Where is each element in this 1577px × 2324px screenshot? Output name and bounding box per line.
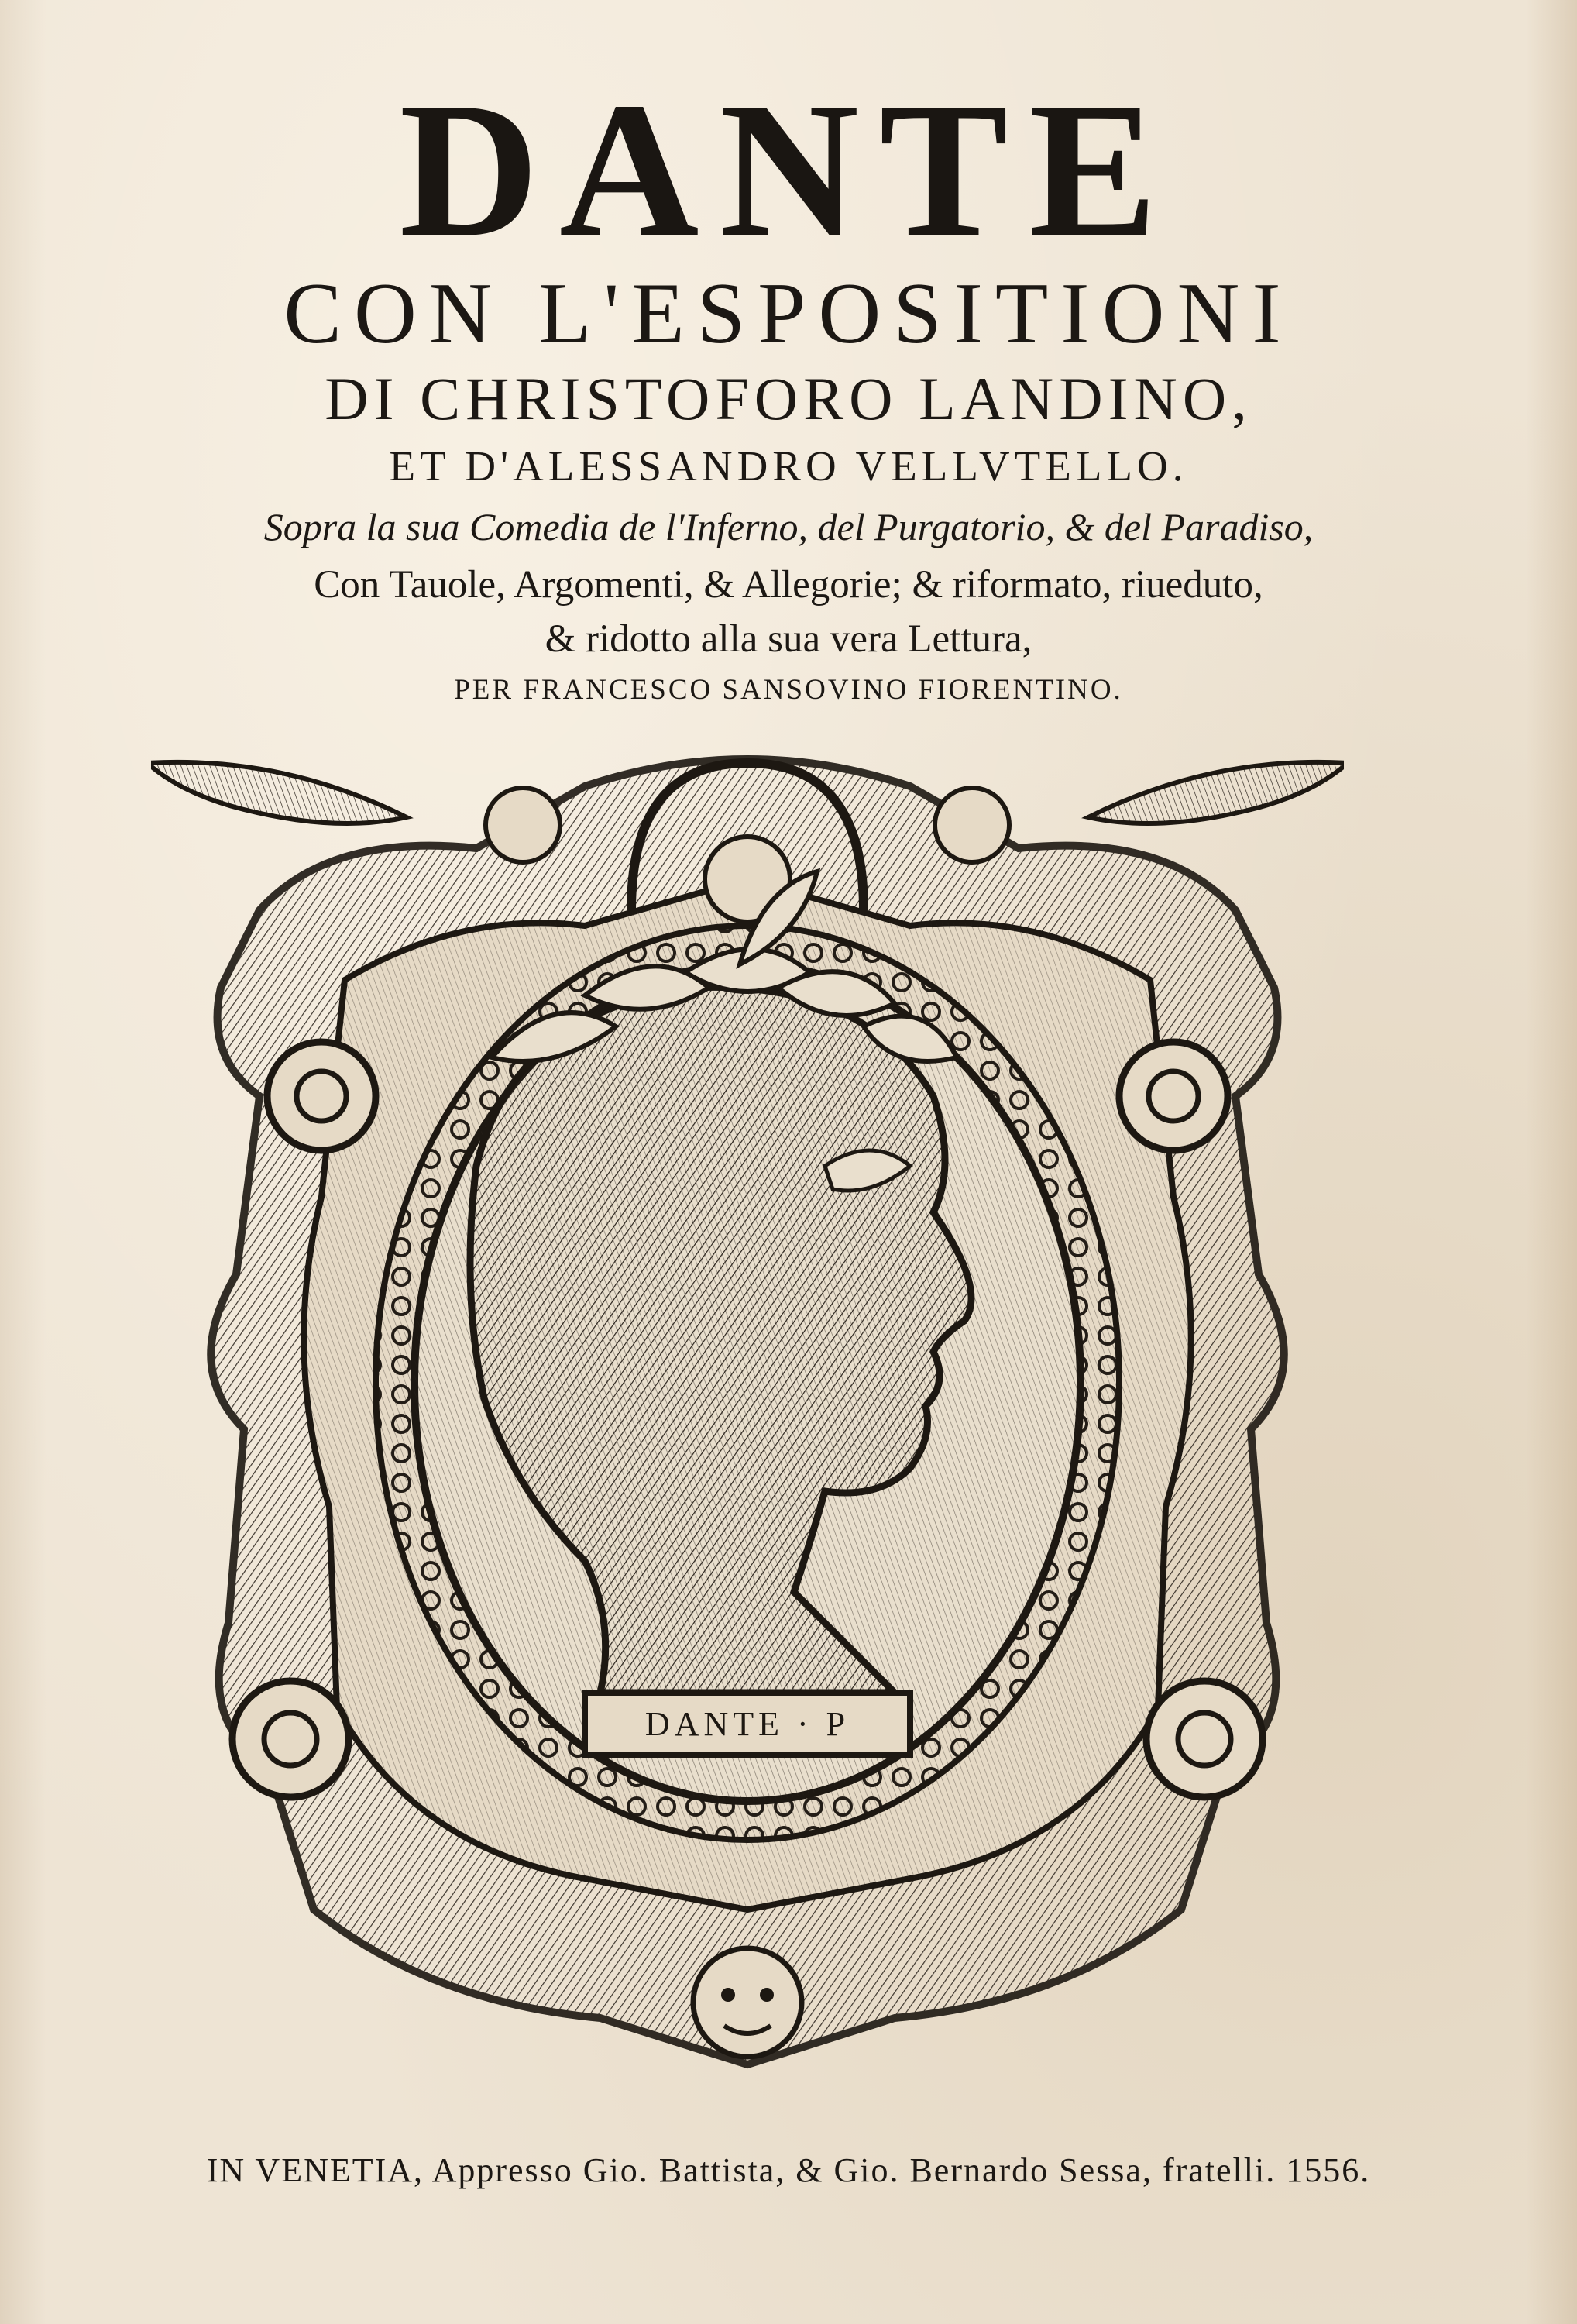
- editor-line: PER FRANCESCO SANSOVINO FIORENTINO.: [454, 674, 1123, 706]
- dante-portrait-woodcut: [151, 732, 1344, 2126]
- subtitle-line-2: DI CHRISTOFORO LANDINO,: [325, 365, 1252, 432]
- subtitle-line-5: Con Tauole, Argomenti, & Allegorie; & riformato, riueduto,: [314, 563, 1263, 607]
- imprint-line: IN VENETIA, Appresso Gio. Battista, & Gio. Bernardo Sessa, fratelli. 1556.: [206, 2151, 1371, 2189]
- pedestal-label: DANTE · P: [644, 1705, 850, 1743]
- book-title: DANTE: [399, 63, 1178, 277]
- subtitle-line-4: Sopra la sua Comedia de l'Inferno, del Purgatorio, & del Paradiso,: [263, 505, 1314, 548]
- subtitle-line-1: CON L'ESPOSITIONI: [283, 266, 1294, 362]
- subtitle-line-3: ET D'ALESSANDRO VELLVTELLO.: [389, 442, 1188, 490]
- subtitle-line-6: & ridotto alla sua vera Lettura,: [545, 617, 1032, 661]
